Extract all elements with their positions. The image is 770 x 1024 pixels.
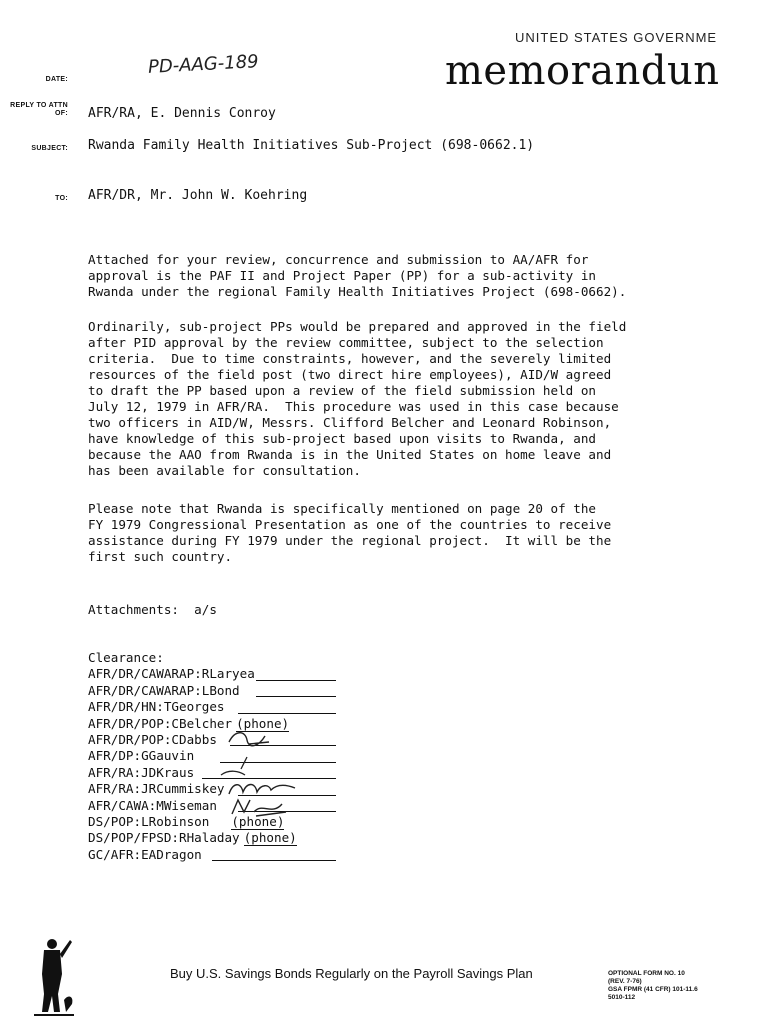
memorandum-title: memorandun xyxy=(445,48,720,94)
to-value: AFR/DR, Mr. John W. Koehring xyxy=(88,188,308,203)
reply-to-value: AFR/RA, E. Dennis Conroy xyxy=(88,106,276,121)
clearance-office: DS/POP:LRobinson xyxy=(88,813,210,829)
clearance-office: DS/POP/FPSD:RHaladay xyxy=(88,830,240,846)
body-paragraph-1: Attached for your review, concurrence and submission to AA/AFR for approval is the PAF II and Project Paper (PP) for a sub-activity in Rwanda under the regional Family Health Initiatives Project (698-0662). xyxy=(88,252,627,299)
clearance-office: AFR/DR/POP:CDabbs xyxy=(88,731,217,747)
date-label: DATE: xyxy=(45,76,68,83)
initials-scribble xyxy=(225,728,285,750)
clearance-office: AFR/DR/HN:TGeorges xyxy=(88,699,225,715)
clearance-office: AFR/RA:JDKraus xyxy=(88,764,195,780)
minuteman-logo xyxy=(30,934,78,1018)
clearance-office: AFR/DP:GGauvin xyxy=(88,748,195,764)
clearance-block xyxy=(88,650,297,863)
signature-line xyxy=(212,860,336,861)
form-line: (REV. 7-76) xyxy=(608,978,642,985)
body-paragraph-3: Please note that Rwanda is specifically mentioned on page 20 of the FY 1979 Congressional Presentation as one of the countries to receive assistance during FY 1979 under the regional project. It will be the first such country. xyxy=(88,501,612,564)
clearance-office: AFR/DR/CAWARAP:RLaryea xyxy=(88,666,255,682)
clearance-office: AFR/CAWA:MWiseman xyxy=(88,797,217,813)
attachments-line: Attachments: a/s xyxy=(88,602,217,617)
clearance-title: Clearance: xyxy=(88,650,164,665)
clearance-entry xyxy=(88,699,297,715)
subject-value: Rwanda Family Health Initiatives Sub-Project (698-0662.1) xyxy=(88,138,535,153)
clearance-entry xyxy=(88,683,297,699)
government-heading: UNITED STATES GOVERNME xyxy=(515,30,718,45)
form-line: GSA FPMR (41 CFR) 101-11.6 xyxy=(608,986,698,993)
clearance-office: AFR/DR/POP:CBelcher xyxy=(88,715,233,731)
clearance-entry xyxy=(88,666,297,682)
body-paragraph-2: Ordinarily, sub-project PPs would be prepared and approved in the field after PID approval by the review committee, subject to the selection criteria. Due to time constraints, however, and the severely limited resources of the field post (two direct hire employees), AID/W agreed to draft the PP based upon a review of the field submission held on July 12, 1979 in AFR/RA. This procedure was used in this case because two officers in AID/W, Messrs. Clifford Belcher and Leonard Robinson, have knowledge of this sub-project based upon visits to Rwanda, and because the AAO from Rwanda is in the United States on home leave and has been available for consultation. xyxy=(88,319,627,478)
clearance-entry xyxy=(88,748,297,764)
clearance-office: AFR/RA:JRCummiskey xyxy=(88,781,225,797)
signature-line xyxy=(238,713,336,714)
form-line: OPTIONAL FORM NO. 10 xyxy=(608,970,685,977)
to-label: TO: xyxy=(55,195,68,202)
clearance-entry xyxy=(88,830,297,846)
form-line: 5010-112 xyxy=(608,994,636,1001)
signature-line xyxy=(256,680,336,681)
savings-bonds-slogan: Buy U.S. Savings Bonds Regularly on the Payroll Savings Plan xyxy=(170,966,533,981)
initials-scribble xyxy=(228,796,298,820)
clearance-office: AFR/DR/CAWARAP:LBond xyxy=(88,682,240,698)
clearance-entry xyxy=(88,847,297,863)
signature-line xyxy=(256,696,336,697)
form-number-block xyxy=(608,970,698,1002)
handwritten-document-code: PD-AAG-189 xyxy=(147,51,260,78)
clearance-note: (phone) xyxy=(231,813,285,829)
clearance-note: (phone) xyxy=(236,715,290,731)
clearance-office: GC/AFR:EADragon xyxy=(88,846,202,862)
reply-to-label: REPLY TO ATTN OF: xyxy=(10,102,68,117)
subject-label: SUBJECT: xyxy=(31,145,68,152)
clearance-note: (phone) xyxy=(243,830,297,846)
